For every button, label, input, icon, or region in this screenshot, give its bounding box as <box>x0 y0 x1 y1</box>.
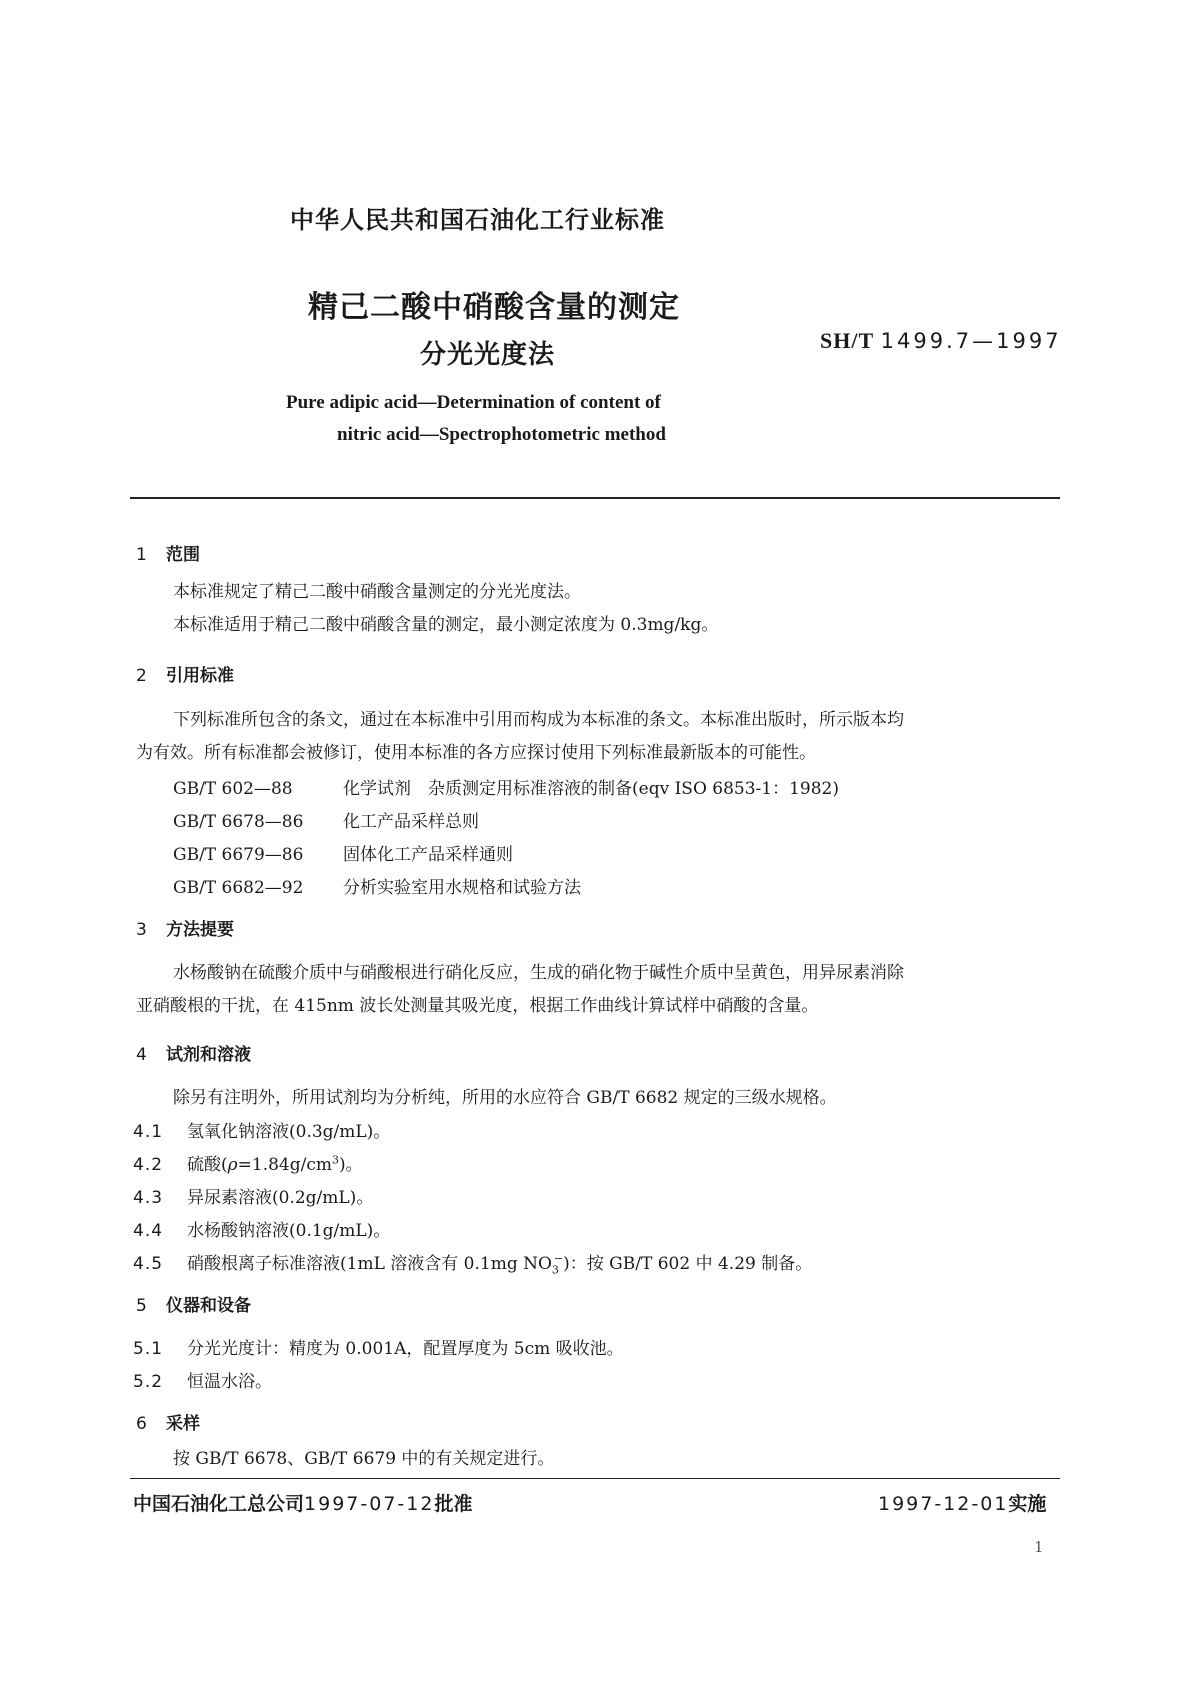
approval-info: 中国石油化工总公司1997-07-12批准 <box>133 1493 473 1515</box>
document-title-line1: 精己二酸中硝酸含量的测定 <box>308 290 680 325</box>
section-5-heading: 5 仪器和设备 <box>136 1296 251 1316</box>
english-title-line1: Pure adipic acid—Determination of content of <box>286 392 661 413</box>
section-4-heading: 4 试剂和溶液 <box>136 1045 251 1065</box>
standard-code: 1499.7—1997 <box>880 329 1062 353</box>
reference-item: GB/T 602—88 化学试剂 杂质测定用标准溶液的制备(eqv ISO 6853-1：1982) <box>173 779 840 799</box>
section-6-body <box>173 1448 554 1470</box>
section-1-body <box>173 576 718 642</box>
paragraph: 本标准规定了精己二酸中硝酸含量测定的分光光度法。 <box>173 582 581 602</box>
paragraph: 按 GB/T 6678、GB/T 6679 中的有关规定进行。 <box>173 1449 555 1469</box>
standard-organization: 中华人民共和国石油化工行业标准 <box>290 206 665 234</box>
reagent-item: 4.2 硫酸$(\rho=1.84g/cm^3)$。 <box>133 1153 363 1175</box>
paragraph-line: 为有效。所有标准都会被修订，使用本标准的各方应探讨使用下列标准最新版本的可能性。 <box>136 743 816 763</box>
section-2-body <box>136 704 904 770</box>
paragraph-line: 下列标准所包含的条文，通过在本标准中引用而构成为本标准的条文。本标准出版时，所示版本均 <box>173 710 904 730</box>
reagent-item: 4.1 氢氧化钠溶液(0.3g/mL)。 <box>133 1122 391 1142</box>
section-2-heading: 2 引用标准 <box>136 666 234 686</box>
section-1-heading: 1 范围 <box>136 545 200 565</box>
equipment-item: 5.2 恒温水浴。 <box>133 1372 272 1392</box>
reference-item: GB/T 6679—86 固体化工产品采样通则 <box>173 845 513 865</box>
paragraph-line: 水杨酸钠在硫酸介质中与硝酸根进行硝化反应，生成的硝化物于碱性介质中呈黄色，用异尿素消除 <box>173 963 904 983</box>
reagent-item: 4.3 异尿素溶液(0.2g/mL)。 <box>133 1188 374 1208</box>
page-number: 1 <box>1034 1538 1044 1556</box>
english-title-line2: nitric acid—Spectrophotometric method <box>337 424 666 445</box>
standard-prefix: SH/T <box>820 328 875 353</box>
section-6-heading: 6 采样 <box>136 1414 200 1434</box>
paragraph-line: 亚硝酸根的干扰，在 415nm 波长处测量其吸光度，根据工作曲线计算试样中硝酸的含量。 <box>136 996 819 1016</box>
header-divider <box>130 497 1060 499</box>
section-4-intro <box>173 1082 837 1115</box>
equipment-item: 5.1 分光光度计：精度为 0.001A，配置厚度为 5cm 吸收池。 <box>133 1339 624 1359</box>
footer-divider <box>130 1478 1060 1479</box>
reagent-item: 4.4 水杨酸钠溶液(0.1g/mL)。 <box>133 1221 391 1241</box>
document-title-line2: 分光光度法 <box>420 340 556 370</box>
paragraph: 本标准适用于精己二酸中硝酸含量的测定，最小测定浓度为 0.3mg/kg。 <box>173 615 719 635</box>
standard-number <box>820 328 1062 354</box>
section-3-heading: 3 方法提要 <box>136 920 234 940</box>
reference-item: GB/T 6682—92 分析实验室用水规格和试验方法 <box>173 878 581 898</box>
paragraph: 除另有注明外，所用试剂均为分析纯，所用的水应符合 GB/T 6682 规定的三级水规格。 <box>173 1088 837 1108</box>
section-3-body <box>136 957 904 1023</box>
reagent-item: 4.5 硝酸根离子标准溶液(1mL 溶液含有 0.1mg $NO_3^-$)：按 GB/T 602 中 4.29 制备。 <box>133 1252 813 1277</box>
effective-info: 1997-12-01实施 <box>878 1493 1047 1515</box>
reference-item: GB/T 6678—86 化工产品采样总则 <box>173 812 479 832</box>
